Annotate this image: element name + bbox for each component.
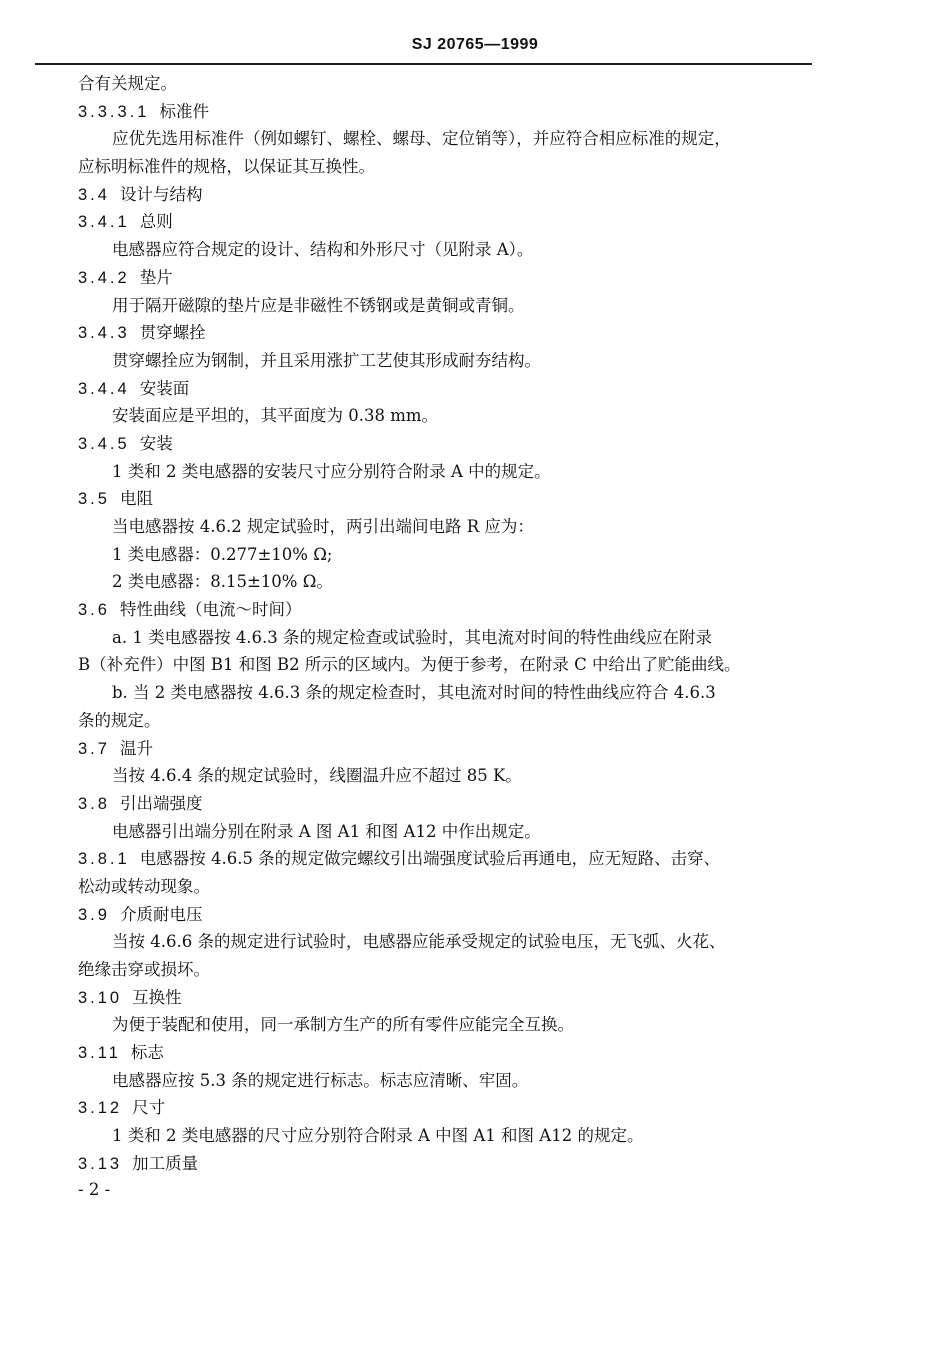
section-heading xyxy=(0,208,950,236)
page-number: - 2 - xyxy=(78,1180,111,1199)
line-text: 互换性 xyxy=(132,987,182,1007)
line-text: 用于隔开磁隙的垫片应是非磁性不锈钢或是黄铜或青铜。 xyxy=(112,295,525,315)
line-text: B（补充件）中图 B1 和图 B2 所示的区域内。为便于参考，在附录 C 中给出了贮能曲线。 xyxy=(78,655,741,675)
paragraph-line xyxy=(0,818,950,846)
paragraph-line xyxy=(0,236,950,264)
paragraph-line xyxy=(0,402,950,430)
line-text: 为便于装配和使用，同一承制方生产的所有零件应能完全互换。 xyxy=(112,1015,574,1035)
line-text: 应优先选用标准件（例如螺钉、螺栓、螺母、定位销等），并应符合相应标准的规定， xyxy=(112,129,731,149)
line-text: 安装面 xyxy=(139,378,190,398)
line-text: 加工质量 xyxy=(132,1153,199,1173)
document-header: SJ 20765—1999 xyxy=(411,36,539,53)
line-text: 电感器应按 5.3 条的规定进行标志。标志应清晰、牢固。 xyxy=(112,1070,529,1090)
line-text: 引出端强度 xyxy=(119,793,203,813)
line-text: 条的规定。 xyxy=(78,710,161,730)
line-text: 1 类电感器：0.277±10% Ω; xyxy=(112,544,333,564)
line-text: 当按 4.6.6 条的规定进行试验时，电感器应能承受规定的试验电压，无飞弧、火花、 xyxy=(112,932,726,952)
paragraph-line xyxy=(0,679,950,707)
paragraph-line xyxy=(0,541,950,569)
line-text: 贯穿螺拴应为钢制，并且采用涨扩工艺使其形成耐夯结构。 xyxy=(112,350,541,370)
section-number: 3.4.5 xyxy=(78,434,130,453)
line-text: 松动或转动现象。 xyxy=(78,876,210,896)
line-text: a. 1 类电感器按 4.6.3 条的规定检查或试验时，其电流对时间的特性曲线应在附录 xyxy=(112,627,713,647)
line-text: 电感器按 4.6.5 条的规定做完螺纹引出端强度试验后再通电，应无短路、击穿、 xyxy=(139,849,721,869)
line-text: 贯穿螺拴 xyxy=(139,323,206,343)
line-text: 温升 xyxy=(119,738,153,758)
section-heading xyxy=(0,430,950,458)
line-text: 2 类电感器：8.15±10% Ω。 xyxy=(112,572,333,592)
line-text: 总则 xyxy=(139,212,173,232)
line-text: 标志 xyxy=(130,1043,164,1063)
line-text: 电阻 xyxy=(119,489,153,509)
line-text: 尺寸 xyxy=(132,1098,166,1118)
line-text: 当电感器按 4.6.2 规定试验时，两引出端间电路 R 应为： xyxy=(112,517,534,536)
section-number: 3.3.3.1 xyxy=(78,102,150,121)
section-heading xyxy=(0,98,950,126)
paragraph-line xyxy=(0,651,950,679)
paragraph-line xyxy=(0,1067,950,1095)
section-number: 3.10 xyxy=(78,988,123,1007)
paragraph-line xyxy=(0,513,950,541)
paragraph-line xyxy=(0,707,950,735)
section-heading xyxy=(0,790,950,818)
section-heading xyxy=(0,596,950,624)
line-text: 应标明标准件的规格，以保证其互换性。 xyxy=(78,157,375,177)
line-text: 合有关规定。 xyxy=(78,74,177,93)
line-text: 电感器应符合规定的设计、结构和外形尺寸（见附录 A）。 xyxy=(112,240,534,260)
section-heading xyxy=(0,845,950,873)
section-heading xyxy=(0,264,950,292)
line-text: 绝缘击穿或损坏。 xyxy=(78,960,210,979)
paragraph-line xyxy=(0,873,950,901)
line-text: 1 类和 2 类电感器的安装尺寸应分别符合附录 A 中的规定。 xyxy=(112,461,551,481)
section-heading xyxy=(0,984,950,1012)
paragraph-line xyxy=(0,70,950,98)
section-number: 3.13 xyxy=(78,1154,123,1173)
line-text: 当按 4.6.4 条的规定试验时，线圈温升应不超过 85 K。 xyxy=(112,766,522,786)
section-number: 3.4.1 xyxy=(78,213,130,232)
section-number: 3.4 xyxy=(78,185,110,204)
paragraph-line xyxy=(0,292,950,320)
paragraph-line xyxy=(0,624,950,652)
line-text: 特性曲线（电流～时间） xyxy=(119,600,302,620)
section-number: 3.8.1 xyxy=(78,850,130,869)
section-number: 3.4.2 xyxy=(78,268,130,287)
line-text: 设计与结构 xyxy=(119,184,203,204)
paragraph-line xyxy=(0,1011,950,1039)
section-number: 3.4.4 xyxy=(78,379,130,398)
paragraph-line xyxy=(0,458,950,486)
paragraph-line xyxy=(0,153,950,181)
line-text: 垫片 xyxy=(139,267,173,287)
paragraph-line xyxy=(0,347,950,375)
line-text: 安装 xyxy=(139,433,173,453)
section-number: 3.8 xyxy=(78,794,110,813)
section-heading xyxy=(0,901,950,929)
line-text: 1 类和 2 类电感器的尺寸应分别符合附录 A 中图 A1 和图 A12 的规定。 xyxy=(112,1126,644,1146)
section-heading xyxy=(0,485,950,513)
paragraph-line xyxy=(0,1122,950,1150)
document-body xyxy=(0,70,950,1178)
section-heading xyxy=(0,1150,950,1178)
line-text: 标准件 xyxy=(159,101,209,121)
section-number: 3.9 xyxy=(78,905,110,924)
paragraph-line xyxy=(0,928,950,956)
section-heading xyxy=(0,181,950,209)
line-text: 电感器引出端分别在附录 A 图 A1 和图 A12 中作出规定。 xyxy=(112,821,541,841)
section-number: 3.4.3 xyxy=(78,324,130,343)
section-heading xyxy=(0,375,950,403)
section-number: 3.5 xyxy=(78,490,110,509)
section-number: 3.11 xyxy=(78,1044,121,1063)
paragraph-line xyxy=(0,762,950,790)
line-text: 介质耐电压 xyxy=(119,904,203,924)
section-heading xyxy=(0,319,950,347)
line-text: 安装面应是平坦的，其平面度为 0.38 mm。 xyxy=(112,406,439,426)
line-text: b. 当 2 类电感器按 4.6.3 条的规定检查时，其电流对时间的特性曲线应符合 4.6.3 xyxy=(112,683,716,703)
paragraph-line xyxy=(0,568,950,596)
section-number: 3.6 xyxy=(78,601,110,620)
section-number: 3.7 xyxy=(78,739,110,758)
section-number: 3.12 xyxy=(78,1099,123,1118)
header-rule xyxy=(35,63,812,65)
section-heading xyxy=(0,1094,950,1122)
section-heading xyxy=(0,735,950,763)
section-heading xyxy=(0,1039,950,1067)
paragraph-line xyxy=(0,956,950,984)
paragraph-line xyxy=(0,125,950,153)
